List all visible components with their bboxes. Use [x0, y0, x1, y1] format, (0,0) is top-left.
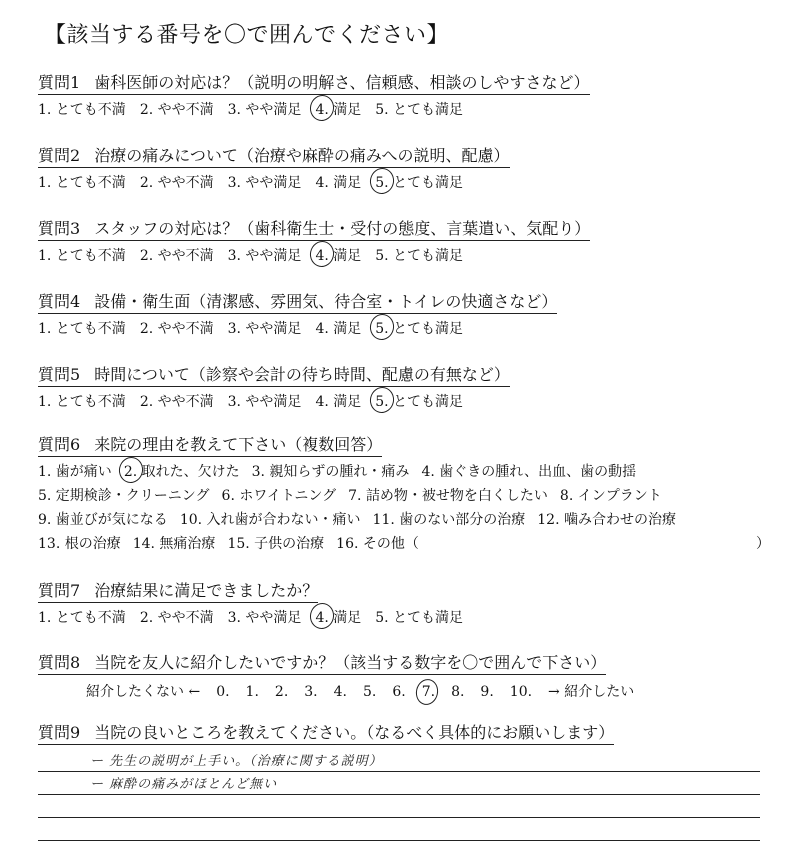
question-text: 当院を友人に紹介したいですか？（該当する数字を〇で囲んで下さい）: [94, 653, 607, 672]
scale-6[interactable]: 6.: [392, 684, 406, 700]
scale-1[interactable]: 1.: [245, 684, 259, 700]
option-3[interactable]: 3. やや満足: [227, 394, 302, 410]
page-title: 【該当する番号を〇で囲んでください】: [44, 23, 450, 48]
option-8[interactable]: 8. インプラント: [559, 488, 662, 504]
answer-area[interactable]: [38, 749, 760, 841]
options: [38, 607, 758, 627]
question-2: [38, 143, 758, 192]
question-number: 質問3: [38, 219, 81, 238]
option-2[interactable]: 2. やや不満: [139, 248, 214, 264]
option-7[interactable]: 7. 詰め物・被せ物を白くしたい: [348, 488, 548, 504]
option-3[interactable]: 3. やや満足: [227, 248, 302, 264]
options: [38, 172, 758, 192]
option-3[interactable]: 3. やや満足: [227, 321, 302, 337]
scale-left-label: 紹介したくない ←: [86, 684, 201, 700]
question-4: [38, 289, 758, 338]
option-3[interactable]: 3. やや満足: [227, 175, 302, 191]
question-text: スタッフの対応は？（歯科衛生士・受付の態度、言葉遣い、気配り）: [94, 219, 591, 238]
options-row-3: [38, 509, 758, 529]
scale-5[interactable]: 5.: [362, 684, 377, 700]
option-1[interactable]: 1. とても不満: [38, 175, 126, 191]
option-3[interactable]: 3. やや満足: [227, 102, 302, 118]
recommend-scale: [38, 681, 758, 701]
question-number: 質問4: [38, 292, 81, 311]
options: [38, 391, 758, 411]
question-text: 歯科医師の対応は？（説明の明解さ、信頼感、相談のしやすさなど）: [94, 73, 590, 92]
scale-10[interactable]: 10.: [509, 684, 533, 700]
scale-9[interactable]: 9.: [480, 684, 494, 700]
option-5[interactable]: 5. とても満足: [375, 102, 464, 118]
option-4[interactable]: 4. 歯ぐきの腫れ、出血、歯の動揺: [421, 464, 637, 480]
handwritten-answer: ー 麻酔の痛みがほとんど無い: [90, 777, 278, 792]
option-5[interactable]: 5. とても満足: [375, 248, 464, 264]
scale-right-label: → 紹介したい: [548, 684, 635, 700]
question-text: 治療結果に満足できましたか？: [94, 581, 319, 600]
option-4[interactable]: 4. 満足: [315, 99, 361, 119]
options-row-1: [38, 461, 758, 481]
answer-line[interactable]: [38, 749, 760, 772]
scale-3[interactable]: 3.: [304, 684, 318, 700]
question-number: 質問2: [38, 146, 81, 165]
options: [38, 318, 758, 338]
option-1[interactable]: 1. 歯が痛い: [38, 464, 112, 480]
question-7: [38, 578, 758, 627]
option-4[interactable]: 4. 満足: [315, 245, 361, 265]
question-text: 当院の良いところを教えてください。（なるべく具体的にお願いします）: [94, 723, 615, 742]
answer-line[interactable]: [38, 795, 760, 818]
answer-line[interactable]: [38, 772, 760, 795]
scale-8[interactable]: 8.: [451, 684, 465, 700]
scale-2[interactable]: 2.: [274, 684, 289, 700]
option-1[interactable]: 1. とても不満: [38, 248, 126, 264]
option-3[interactable]: 3. 親知らずの腫れ・痛み: [251, 464, 410, 480]
option-15[interactable]: 15. 子供の治療: [227, 536, 325, 552]
option-1[interactable]: 1. とても不満: [38, 610, 126, 626]
option-11[interactable]: 11. 歯のない部分の治療: [372, 512, 526, 528]
option-2[interactable]: 2. やや不満: [139, 321, 214, 337]
option-4[interactable]: 4. 満足: [315, 175, 362, 191]
options-row-2: [38, 485, 758, 505]
option-5[interactable]: 5. とても満足: [375, 610, 464, 626]
question-number: 質問7: [38, 581, 81, 600]
option-12[interactable]: 12. 噛み合わせの治療: [537, 512, 676, 528]
question-text: 治療の痛みについて（治療や麻酔の痛みへの説明、配慮）: [94, 146, 510, 165]
option-1[interactable]: 1. とても不満: [38, 321, 126, 337]
question-text: 時間について（診察や会計の待ち時間、配慮の有無など）: [94, 365, 510, 384]
option-5[interactable]: 5. とても満足: [375, 391, 463, 411]
option-13[interactable]: 13. 根の治療: [38, 536, 121, 552]
handwritten-answer: ー 先生の説明が上手い。（治療に関する説明）: [90, 754, 383, 769]
question-number: 質問5: [38, 365, 81, 384]
option-6[interactable]: 6. ホワイトニング: [221, 488, 337, 504]
option-5[interactable]: 5. 定期検診・クリーニング: [38, 488, 210, 504]
option-4[interactable]: 4. 満足: [315, 394, 362, 410]
option-2[interactable]: 2. やや不満: [139, 175, 214, 191]
option-4[interactable]: 4. 満足: [315, 607, 361, 627]
option-14[interactable]: 14. 無痛治療: [132, 536, 216, 552]
option-16[interactable]: 16. その他（: [336, 536, 419, 552]
option-1[interactable]: 1. とても不満: [38, 102, 126, 118]
options-row-4: [38, 533, 770, 553]
option-2[interactable]: 2. やや不満: [139, 394, 214, 410]
scale-4[interactable]: 4.: [333, 684, 347, 700]
option-1[interactable]: 1. とても不満: [38, 394, 126, 410]
question-3: [38, 216, 758, 265]
question-number: 質問1: [38, 73, 81, 92]
options: [38, 245, 758, 265]
question-8: [38, 650, 758, 701]
option-10[interactable]: 10. 入れ歯が合わない・痛い: [179, 512, 361, 528]
option-2[interactable]: 2. 取れた、欠けた: [124, 461, 240, 481]
option-5[interactable]: 5. とても満足: [375, 318, 463, 338]
option-4[interactable]: 4. 満足: [315, 321, 362, 337]
question-1: [38, 70, 758, 119]
option-5[interactable]: 5. とても満足: [375, 172, 463, 192]
options: [38, 99, 758, 119]
other-paren-close: ）: [756, 536, 770, 552]
question-number: 質問8: [38, 653, 81, 672]
question-number: 質問9: [38, 723, 81, 742]
answer-line[interactable]: [38, 818, 760, 841]
question-6: [38, 432, 770, 553]
question-text: 設備・衛生面（清潔感、雰囲気、待合室・トイレの快適さなど）: [94, 292, 558, 311]
option-2[interactable]: 2. やや不満: [139, 610, 214, 626]
question-text: 来院の理由を教えて下さい（複数回答）: [94, 435, 383, 454]
question-5: [38, 362, 758, 411]
option-9[interactable]: 9. 歯並びが気になる: [38, 512, 168, 528]
option-3[interactable]: 3. やや満足: [227, 610, 302, 626]
scale-7[interactable]: 7.: [422, 684, 435, 700]
question-number: 質問6: [38, 435, 81, 454]
option-2[interactable]: 2. やや不満: [139, 102, 214, 118]
scale-0[interactable]: 0.: [216, 684, 230, 700]
question-9: [38, 720, 758, 745]
